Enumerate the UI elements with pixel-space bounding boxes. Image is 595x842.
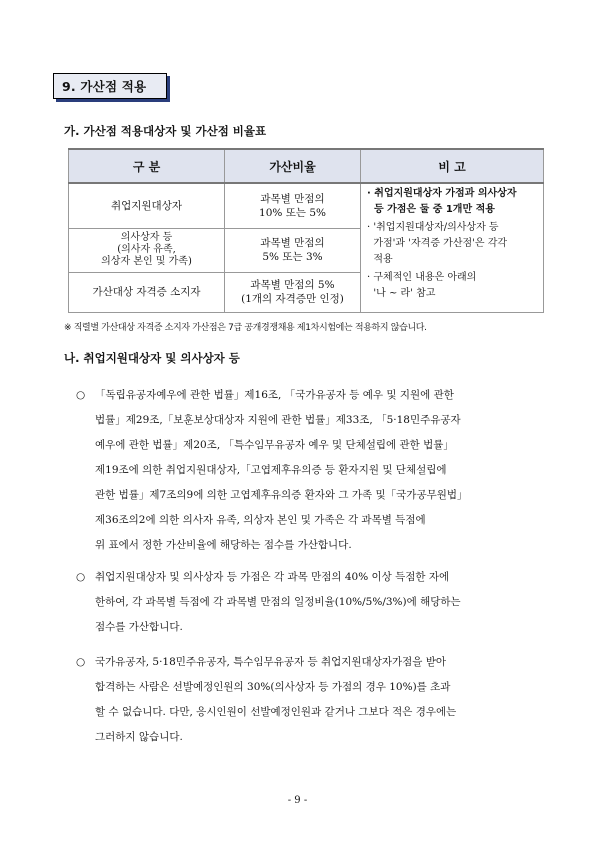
paragraph [76, 565, 546, 645]
section-header-box [53, 73, 167, 99]
note-item: · '취업지원대상자/의사상자 등 가점'과 '자격증 가산점'은 각각 적용 [367, 222, 508, 265]
header-category: 구 분 [69, 149, 225, 183]
row-category: 취업지원대상자 [69, 183, 225, 228]
table-header-row [69, 149, 544, 183]
page-number: - 9 - [287, 795, 308, 806]
subsection-a-title: 가. 가산점 적용대상자 및 가산점 비율표 [64, 124, 267, 138]
note-item: · 취업지원대상자 가점과 의사상자 등 가점은 둘 중 1개만 적용 [367, 188, 517, 215]
row-category: 가산대상 자격증 소지자 [69, 272, 225, 312]
note-item: · 구체적인 내용은 아래의 '나 ~ 라' 참고 [367, 272, 477, 299]
paragraph-text: 취업지원대상자 및 의사상자 등 가점은 각 과목 만점의 40% 이상 득점한 자에 한하여, 각 과목별 득점에 각 과목별 만점의 일정비율(10%/5%/3%)에 해당하는 점수를 가산합니다. [95, 571, 461, 633]
paragraph [76, 650, 546, 755]
circle-bullet-icon: ○ [76, 656, 86, 668]
notes-cell [361, 183, 544, 312]
circle-bullet-icon: ○ [76, 571, 86, 583]
paragraph [76, 383, 546, 563]
row-rate: 과목별 만점의 5% (1개의 자격증만 인정) [225, 272, 361, 312]
footnote: ※ 직렬별 가산대상 자격증 소지자 가산점은 7급 공개경쟁채용 제1차시험에는 적용하지 않습니다. [64, 323, 427, 333]
circle-bullet-icon: ○ [76, 389, 86, 401]
header-rate: 가산비율 [225, 149, 361, 183]
bonus-rate-table [68, 148, 544, 313]
table-row [69, 183, 544, 228]
row-rate: 과목별 만점의 5% 또는 3% [225, 228, 361, 272]
header-notes: 비 고 [361, 149, 544, 183]
paragraph-text: 국가유공자, 5·18민주유공자, 특수임무유공자 등 취업지원대상자가점을 받아 합격하는 사람은 선발예정인원의 30%(의사상자 등 가점의 경우 10%)를 초과 할 수 없습니다. 다만, 응시인원이 선발예정인원과 같거나 그보다 적은 경우에는 그러하지 않습니다. [95, 656, 457, 743]
paragraph-text: 「독립유공자예우에 관한 법률」제16조, 「국가유공자 등 예우 및 지원에 관한 법률」제29조,「보훈보상대상자 지원에 관한 법률」제33조, 「5·18민주유공자 예우에 관한 법률」제20조, 「특수임무유공자 예우 및 단체설립에 관한 법률」 제19조에 의한 취업지원대상자,「고엽제후유의증 등 환자지원 및 단체설립에 관한 법률」제7조의9에 의한 고엽제후유의증 환자와 그 가족 및「국가공무원법」 제36조의2에 의한 의사자 유족, 의상자 본인 및 가족은 각 과목별 득점에 위 표에서 정한 가산비율에 해당하는 점수를 가산합니다. [95, 389, 468, 551]
section-title: 9. 가산점 적용 [62, 79, 147, 94]
row-category: 의사상자 등 (의사자 유족, 의상자 본인 및 가족) [69, 228, 225, 272]
row-rate: 과목별 만점의 10% 또는 5% [225, 183, 361, 228]
subsection-b-title: 나. 취업지원대상자 및 의사상자 등 [64, 351, 240, 365]
